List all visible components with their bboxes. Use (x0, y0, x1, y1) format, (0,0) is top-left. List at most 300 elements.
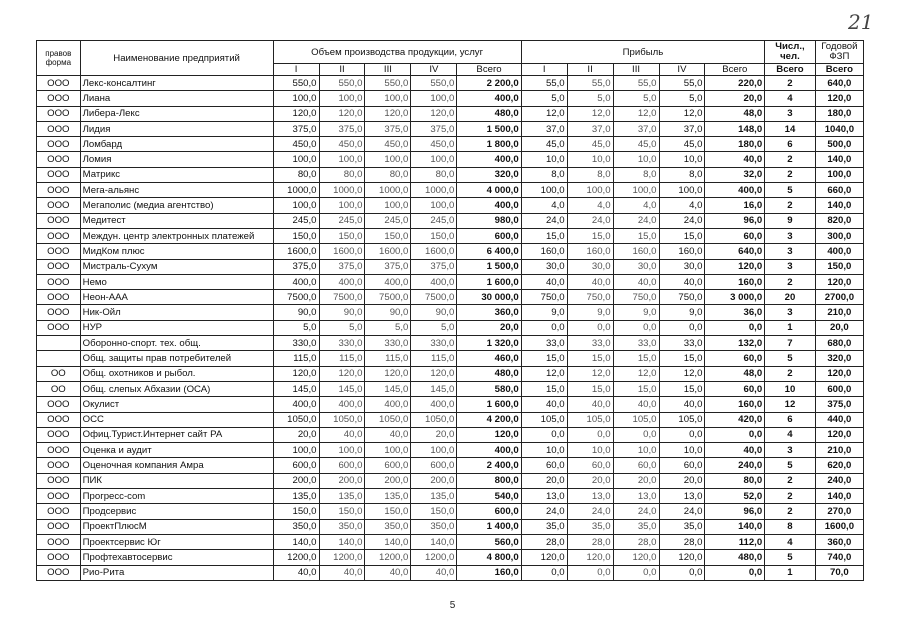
profit-q2-cell: 0,0 (567, 565, 613, 580)
profit-total-cell: 96,0 (705, 504, 765, 519)
profit-q4-cell: 15,0 (659, 228, 705, 243)
annual-fund-cell: 600,0 (815, 381, 863, 396)
staff-count-cell: 9 (765, 213, 816, 228)
volume-q2-cell: 80,0 (319, 167, 365, 182)
volume-q1-cell: 145,0 (273, 381, 319, 396)
legal-form-cell: ООО (37, 489, 81, 504)
profit-q2-cell: 40,0 (567, 274, 613, 289)
profit-q2-cell: 8,0 (567, 167, 613, 182)
volume-q1-cell: 115,0 (273, 351, 319, 366)
profit-q1-cell: 9,0 (521, 305, 567, 320)
volume-q2-cell: 120,0 (319, 106, 365, 121)
volume-q3-cell: 1200,0 (365, 550, 411, 565)
volume-q4-cell: 100,0 (411, 91, 457, 106)
staff-count-cell: 1 (765, 320, 816, 335)
volume-q3-cell: 145,0 (365, 381, 411, 396)
enterprise-name-cell: Ник-Ойл (80, 305, 273, 320)
profit-q3-cell: 0,0 (613, 427, 659, 442)
staff-count-cell: 2 (765, 167, 816, 182)
volume-q2-cell: 100,0 (319, 443, 365, 458)
enterprise-name-cell: Окулист (80, 397, 273, 412)
enterprise-name-cell: МидКом плюс (80, 244, 273, 259)
staff-count-cell: 2 (765, 504, 816, 519)
staff-count-cell: 20 (765, 290, 816, 305)
volume-q2-cell: 120,0 (319, 366, 365, 381)
volume-q2-cell: 100,0 (319, 91, 365, 106)
profit-q1-cell: 60,0 (521, 458, 567, 473)
profit-q4-cell: 13,0 (659, 489, 705, 504)
volume-q1-cell: 350,0 (273, 519, 319, 534)
volume-q1-cell: 1050,0 (273, 412, 319, 427)
volume-q3-cell: 150,0 (365, 228, 411, 243)
profit-q1-cell: 105,0 (521, 412, 567, 427)
volume-q1-cell: 120,0 (273, 106, 319, 121)
volume-q1-cell: 140,0 (273, 534, 319, 549)
profit-q1-cell: 12,0 (521, 106, 567, 121)
header-volume-q1: I (273, 64, 319, 76)
profit-q1-cell: 40,0 (521, 397, 567, 412)
profit-q4-cell: 60,0 (659, 458, 705, 473)
volume-q2-cell: 135,0 (319, 489, 365, 504)
profit-q4-cell: 24,0 (659, 504, 705, 519)
staff-count-cell: 2 (765, 489, 816, 504)
volume-q3-cell: 120,0 (365, 366, 411, 381)
profit-q1-cell: 37,0 (521, 121, 567, 136)
enterprise-name-cell: Общ. охотников и рыбол. (80, 366, 273, 381)
profit-q1-cell: 55,0 (521, 76, 567, 91)
profit-q2-cell: 160,0 (567, 244, 613, 259)
staff-count-cell: 12 (765, 397, 816, 412)
annual-fund-cell: 120,0 (815, 91, 863, 106)
table-row (37, 351, 864, 366)
table-row (37, 152, 864, 167)
table-row (37, 565, 864, 580)
legal-form-cell: ОО (37, 381, 81, 396)
profit-q4-cell: 40,0 (659, 397, 705, 412)
annual-fund-cell: 740,0 (815, 550, 863, 565)
profit-q4-cell: 15,0 (659, 351, 705, 366)
enterprise-name-cell: Матрикс (80, 167, 273, 182)
profit-q1-cell: 15,0 (521, 381, 567, 396)
profit-q3-cell: 120,0 (613, 550, 659, 565)
volume-total-cell: 800,0 (457, 473, 521, 488)
profit-q3-cell: 40,0 (613, 397, 659, 412)
volume-total-cell: 540,0 (457, 489, 521, 504)
profit-total-cell: 480,0 (705, 550, 765, 565)
profit-q2-cell: 5,0 (567, 91, 613, 106)
volume-q4-cell: 550,0 (411, 76, 457, 91)
profit-q3-cell: 105,0 (613, 412, 659, 427)
profit-q2-cell: 37,0 (567, 121, 613, 136)
profit-total-cell: 132,0 (705, 336, 765, 351)
profit-total-cell: 140,0 (705, 519, 765, 534)
volume-total-cell: 600,0 (457, 504, 521, 519)
volume-q3-cell: 1000,0 (365, 183, 411, 198)
annual-fund-cell: 180,0 (815, 106, 863, 121)
volume-total-cell: 580,0 (457, 381, 521, 396)
profit-q2-cell: 105,0 (567, 412, 613, 427)
legal-form-cell: ООО (37, 183, 81, 198)
volume-q4-cell: 350,0 (411, 519, 457, 534)
profit-q4-cell: 0,0 (659, 427, 705, 442)
volume-q2-cell: 1000,0 (319, 183, 365, 198)
table-row (37, 412, 864, 427)
staff-count-cell: 2 (765, 473, 816, 488)
annual-fund-cell: 620,0 (815, 458, 863, 473)
staff-count-cell: 3 (765, 305, 816, 320)
volume-q1-cell: 150,0 (273, 504, 319, 519)
annual-fund-cell: 500,0 (815, 137, 863, 152)
volume-q3-cell: 245,0 (365, 213, 411, 228)
table-row (37, 259, 864, 274)
header-profit: Прибыль (521, 41, 765, 64)
table-row (37, 489, 864, 504)
annual-fund-cell: 210,0 (815, 305, 863, 320)
volume-q3-cell: 140,0 (365, 534, 411, 549)
profit-q1-cell: 0,0 (521, 427, 567, 442)
header-name: Наименование предприятий (80, 41, 273, 76)
table-row (37, 473, 864, 488)
volume-total-cell: 1 320,0 (457, 336, 521, 351)
volume-total-cell: 400,0 (457, 198, 521, 213)
staff-count-cell: 6 (765, 137, 816, 152)
volume-total-cell: 1 600,0 (457, 274, 521, 289)
staff-count-cell: 4 (765, 534, 816, 549)
profit-q2-cell: 100,0 (567, 183, 613, 198)
profit-q1-cell: 4,0 (521, 198, 567, 213)
annual-fund-cell: 1040,0 (815, 121, 863, 136)
profit-q3-cell: 40,0 (613, 274, 659, 289)
legal-form-cell: ООО (37, 305, 81, 320)
enterprise-name-cell: Лекс-консалтинг (80, 76, 273, 91)
staff-count-cell: 4 (765, 91, 816, 106)
volume-total-cell: 4 800,0 (457, 550, 521, 565)
volume-q2-cell: 40,0 (319, 427, 365, 442)
profit-q4-cell: 55,0 (659, 76, 705, 91)
volume-total-cell: 560,0 (457, 534, 521, 549)
legal-form-cell: ООО (37, 76, 81, 91)
volume-q4-cell: 40,0 (411, 565, 457, 580)
legal-form-cell: ООО (37, 443, 81, 458)
volume-q3-cell: 120,0 (365, 106, 411, 121)
header-profit-total: Всего (705, 64, 765, 76)
profit-q4-cell: 24,0 (659, 213, 705, 228)
volume-q1-cell: 330,0 (273, 336, 319, 351)
volume-q4-cell: 7500,0 (411, 290, 457, 305)
profit-q3-cell: 24,0 (613, 213, 659, 228)
table-row (37, 519, 864, 534)
volume-q4-cell: 1600,0 (411, 244, 457, 259)
table-row (37, 458, 864, 473)
header-volume: Объем производства продукции, услуг (273, 41, 521, 64)
volume-q2-cell: 1200,0 (319, 550, 365, 565)
profit-total-cell: 60,0 (705, 351, 765, 366)
volume-q4-cell: 375,0 (411, 121, 457, 136)
legal-form-cell: ООО (37, 458, 81, 473)
volume-q4-cell: 115,0 (411, 351, 457, 366)
volume-total-cell: 320,0 (457, 167, 521, 182)
enterprise-name-cell: Оценочная компания Амра (80, 458, 273, 473)
profit-total-cell: 60,0 (705, 228, 765, 243)
volume-q2-cell: 90,0 (319, 305, 365, 320)
profit-total-cell: 96,0 (705, 213, 765, 228)
volume-q4-cell: 600,0 (411, 458, 457, 473)
enterprise-name-cell: Прогресс-com (80, 489, 273, 504)
profit-q3-cell: 15,0 (613, 381, 659, 396)
volume-q1-cell: 100,0 (273, 443, 319, 458)
volume-q1-cell: 600,0 (273, 458, 319, 473)
annual-fund-cell: 120,0 (815, 366, 863, 381)
volume-q1-cell: 80,0 (273, 167, 319, 182)
profit-q2-cell: 30,0 (567, 259, 613, 274)
legal-form-cell: ООО (37, 550, 81, 565)
volume-q1-cell: 150,0 (273, 228, 319, 243)
profit-q1-cell: 160,0 (521, 244, 567, 259)
volume-q2-cell: 115,0 (319, 351, 365, 366)
table-row (37, 91, 864, 106)
volume-q3-cell: 100,0 (365, 198, 411, 213)
volume-q4-cell: 1200,0 (411, 550, 457, 565)
table-row (37, 427, 864, 442)
table-row (37, 76, 864, 91)
profit-q4-cell: 10,0 (659, 443, 705, 458)
table-row (37, 167, 864, 182)
profit-q3-cell: 15,0 (613, 351, 659, 366)
legal-form-cell: ООО (37, 320, 81, 335)
annual-fund-cell: 440,0 (815, 412, 863, 427)
staff-count-cell: 2 (765, 76, 816, 91)
volume-q1-cell: 100,0 (273, 91, 319, 106)
volume-q3-cell: 40,0 (365, 565, 411, 580)
volume-q4-cell: 400,0 (411, 397, 457, 412)
volume-q2-cell: 600,0 (319, 458, 365, 473)
volume-total-cell: 1 400,0 (457, 519, 521, 534)
profit-total-cell: 160,0 (705, 274, 765, 289)
volume-q3-cell: 100,0 (365, 443, 411, 458)
volume-q3-cell: 375,0 (365, 121, 411, 136)
profit-total-cell: 20,0 (705, 91, 765, 106)
legal-form-cell (37, 351, 81, 366)
volume-q2-cell: 375,0 (319, 259, 365, 274)
enterprise-name-cell: ПИК (80, 473, 273, 488)
volume-total-cell: 980,0 (457, 213, 521, 228)
annual-fund-cell: 150,0 (815, 259, 863, 274)
legal-form-cell: ООО (37, 91, 81, 106)
profit-q2-cell: 0,0 (567, 320, 613, 335)
volume-q4-cell: 150,0 (411, 504, 457, 519)
legal-form-cell: ООО (37, 213, 81, 228)
volume-q4-cell: 90,0 (411, 305, 457, 320)
table-row (37, 137, 864, 152)
table-row (37, 320, 864, 335)
staff-count-cell: 14 (765, 121, 816, 136)
volume-q4-cell: 245,0 (411, 213, 457, 228)
profit-total-cell: 60,0 (705, 381, 765, 396)
table-row (37, 183, 864, 198)
volume-q2-cell: 330,0 (319, 336, 365, 351)
staff-count-cell: 3 (765, 443, 816, 458)
volume-q2-cell: 1050,0 (319, 412, 365, 427)
legal-form-cell: ООО (37, 228, 81, 243)
table-row (37, 106, 864, 121)
legal-form-cell: ООО (37, 106, 81, 121)
profit-q3-cell: 5,0 (613, 91, 659, 106)
enterprise-name-cell: Проектсервис Юг (80, 534, 273, 549)
profit-q4-cell: 15,0 (659, 381, 705, 396)
profit-q1-cell: 35,0 (521, 519, 567, 534)
profit-q2-cell: 20,0 (567, 473, 613, 488)
volume-q4-cell: 1050,0 (411, 412, 457, 427)
profit-total-cell: 3 000,0 (705, 290, 765, 305)
annual-fund-cell: 140,0 (815, 152, 863, 167)
profit-q3-cell: 35,0 (613, 519, 659, 534)
profit-q2-cell: 9,0 (567, 305, 613, 320)
legal-form-cell: ООО (37, 519, 81, 534)
volume-total-cell: 400,0 (457, 443, 521, 458)
handwritten-page-number: 21 (848, 10, 874, 34)
volume-q2-cell: 145,0 (319, 381, 365, 396)
annual-fund-cell: 375,0 (815, 397, 863, 412)
profit-total-cell: 112,0 (705, 534, 765, 549)
legal-form-cell: ООО (37, 167, 81, 182)
profit-total-cell: 160,0 (705, 397, 765, 412)
staff-count-cell: 5 (765, 458, 816, 473)
enterprise-name-cell: Лиана (80, 91, 273, 106)
header-fund: Годовой ФЗП (815, 41, 863, 64)
staff-count-cell: 4 (765, 427, 816, 442)
enterprise-name-cell: Общ. защиты прав потребителей (80, 351, 273, 366)
volume-total-cell: 20,0 (457, 320, 521, 335)
volume-q2-cell: 245,0 (319, 213, 365, 228)
profit-q4-cell: 5,0 (659, 91, 705, 106)
profit-q4-cell: 160,0 (659, 244, 705, 259)
volume-q4-cell: 1000,0 (411, 183, 457, 198)
profit-q1-cell: 5,0 (521, 91, 567, 106)
table-row (37, 274, 864, 289)
legal-form-cell: ООО (37, 397, 81, 412)
annual-fund-cell: 270,0 (815, 504, 863, 519)
volume-q1-cell: 450,0 (273, 137, 319, 152)
volume-total-cell: 4 000,0 (457, 183, 521, 198)
profit-q2-cell: 28,0 (567, 534, 613, 549)
staff-count-cell: 7 (765, 336, 816, 351)
enterprise-name-cell: Либера-Лекс (80, 106, 273, 121)
enterprise-name-cell: Междун. центр электронных платежей (80, 228, 273, 243)
annual-fund-cell: 320,0 (815, 351, 863, 366)
profit-q3-cell: 100,0 (613, 183, 659, 198)
volume-q1-cell: 1200,0 (273, 550, 319, 565)
profit-q3-cell: 160,0 (613, 244, 659, 259)
profit-total-cell: 40,0 (705, 443, 765, 458)
legal-form-cell: ООО (37, 290, 81, 305)
volume-q4-cell: 20,0 (411, 427, 457, 442)
legal-form-cell: ООО (37, 504, 81, 519)
legal-form-cell: ООО (37, 137, 81, 152)
volume-q1-cell: 120,0 (273, 366, 319, 381)
volume-q1-cell: 375,0 (273, 259, 319, 274)
volume-q1-cell: 375,0 (273, 121, 319, 136)
volume-q3-cell: 400,0 (365, 397, 411, 412)
staff-count-cell: 3 (765, 244, 816, 259)
profit-total-cell: 80,0 (705, 473, 765, 488)
volume-total-cell: 4 200,0 (457, 412, 521, 427)
profit-q1-cell: 8,0 (521, 167, 567, 182)
profit-q1-cell: 100,0 (521, 183, 567, 198)
profit-q1-cell: 15,0 (521, 228, 567, 243)
enterprises-table (36, 40, 864, 581)
enterprise-name-cell: Неон-ААА (80, 290, 273, 305)
volume-total-cell: 400,0 (457, 91, 521, 106)
staff-count-cell: 3 (765, 228, 816, 243)
table-row (37, 228, 864, 243)
legal-form-cell: ООО (37, 473, 81, 488)
volume-q1-cell: 40,0 (273, 565, 319, 580)
volume-q4-cell: 450,0 (411, 137, 457, 152)
header-staff-total: Всего (765, 64, 816, 76)
profit-total-cell: 0,0 (705, 320, 765, 335)
annual-fund-cell: 140,0 (815, 198, 863, 213)
volume-q1-cell: 400,0 (273, 397, 319, 412)
profit-q3-cell: 20,0 (613, 473, 659, 488)
table-row (37, 244, 864, 259)
annual-fund-cell: 400,0 (815, 244, 863, 259)
annual-fund-cell: 640,0 (815, 76, 863, 91)
profit-q2-cell: 120,0 (567, 550, 613, 565)
profit-q2-cell: 750,0 (567, 290, 613, 305)
legal-form-cell (37, 336, 81, 351)
table-row (37, 397, 864, 412)
header-volume-q3: III (365, 64, 411, 76)
profit-q2-cell: 55,0 (567, 76, 613, 91)
volume-q4-cell: 100,0 (411, 152, 457, 167)
profit-q3-cell: 9,0 (613, 305, 659, 320)
legal-form-cell: ООО (37, 565, 81, 580)
volume-q2-cell: 150,0 (319, 228, 365, 243)
profit-q4-cell: 33,0 (659, 336, 705, 351)
profit-q2-cell: 35,0 (567, 519, 613, 534)
annual-fund-cell: 140,0 (815, 489, 863, 504)
profit-q3-cell: 12,0 (613, 106, 659, 121)
volume-q3-cell: 135,0 (365, 489, 411, 504)
profit-q2-cell: 10,0 (567, 443, 613, 458)
annual-fund-cell: 100,0 (815, 167, 863, 182)
profit-q4-cell: 12,0 (659, 106, 705, 121)
profit-total-cell: 148,0 (705, 121, 765, 136)
table-row (37, 213, 864, 228)
volume-q3-cell: 40,0 (365, 427, 411, 442)
annual-fund-cell: 240,0 (815, 473, 863, 488)
enterprise-name-cell: Офиц.Турист.Интернет сайт РА (80, 427, 273, 442)
staff-count-cell: 5 (765, 351, 816, 366)
volume-total-cell: 600,0 (457, 228, 521, 243)
profit-q3-cell: 37,0 (613, 121, 659, 136)
annual-fund-cell: 2700,0 (815, 290, 863, 305)
staff-count-cell: 2 (765, 274, 816, 289)
profit-q2-cell: 24,0 (567, 504, 613, 519)
volume-q3-cell: 550,0 (365, 76, 411, 91)
volume-q1-cell: 5,0 (273, 320, 319, 335)
volume-q3-cell: 450,0 (365, 137, 411, 152)
enterprise-name-cell: Оценка и аудит (80, 443, 273, 458)
profit-q4-cell: 0,0 (659, 320, 705, 335)
profit-q1-cell: 750,0 (521, 290, 567, 305)
table-row (37, 550, 864, 565)
enterprise-name-cell: Мистраль-Сухум (80, 259, 273, 274)
profit-q4-cell: 37,0 (659, 121, 705, 136)
annual-fund-cell: 660,0 (815, 183, 863, 198)
annual-fund-cell: 120,0 (815, 274, 863, 289)
volume-q3-cell: 5,0 (365, 320, 411, 335)
